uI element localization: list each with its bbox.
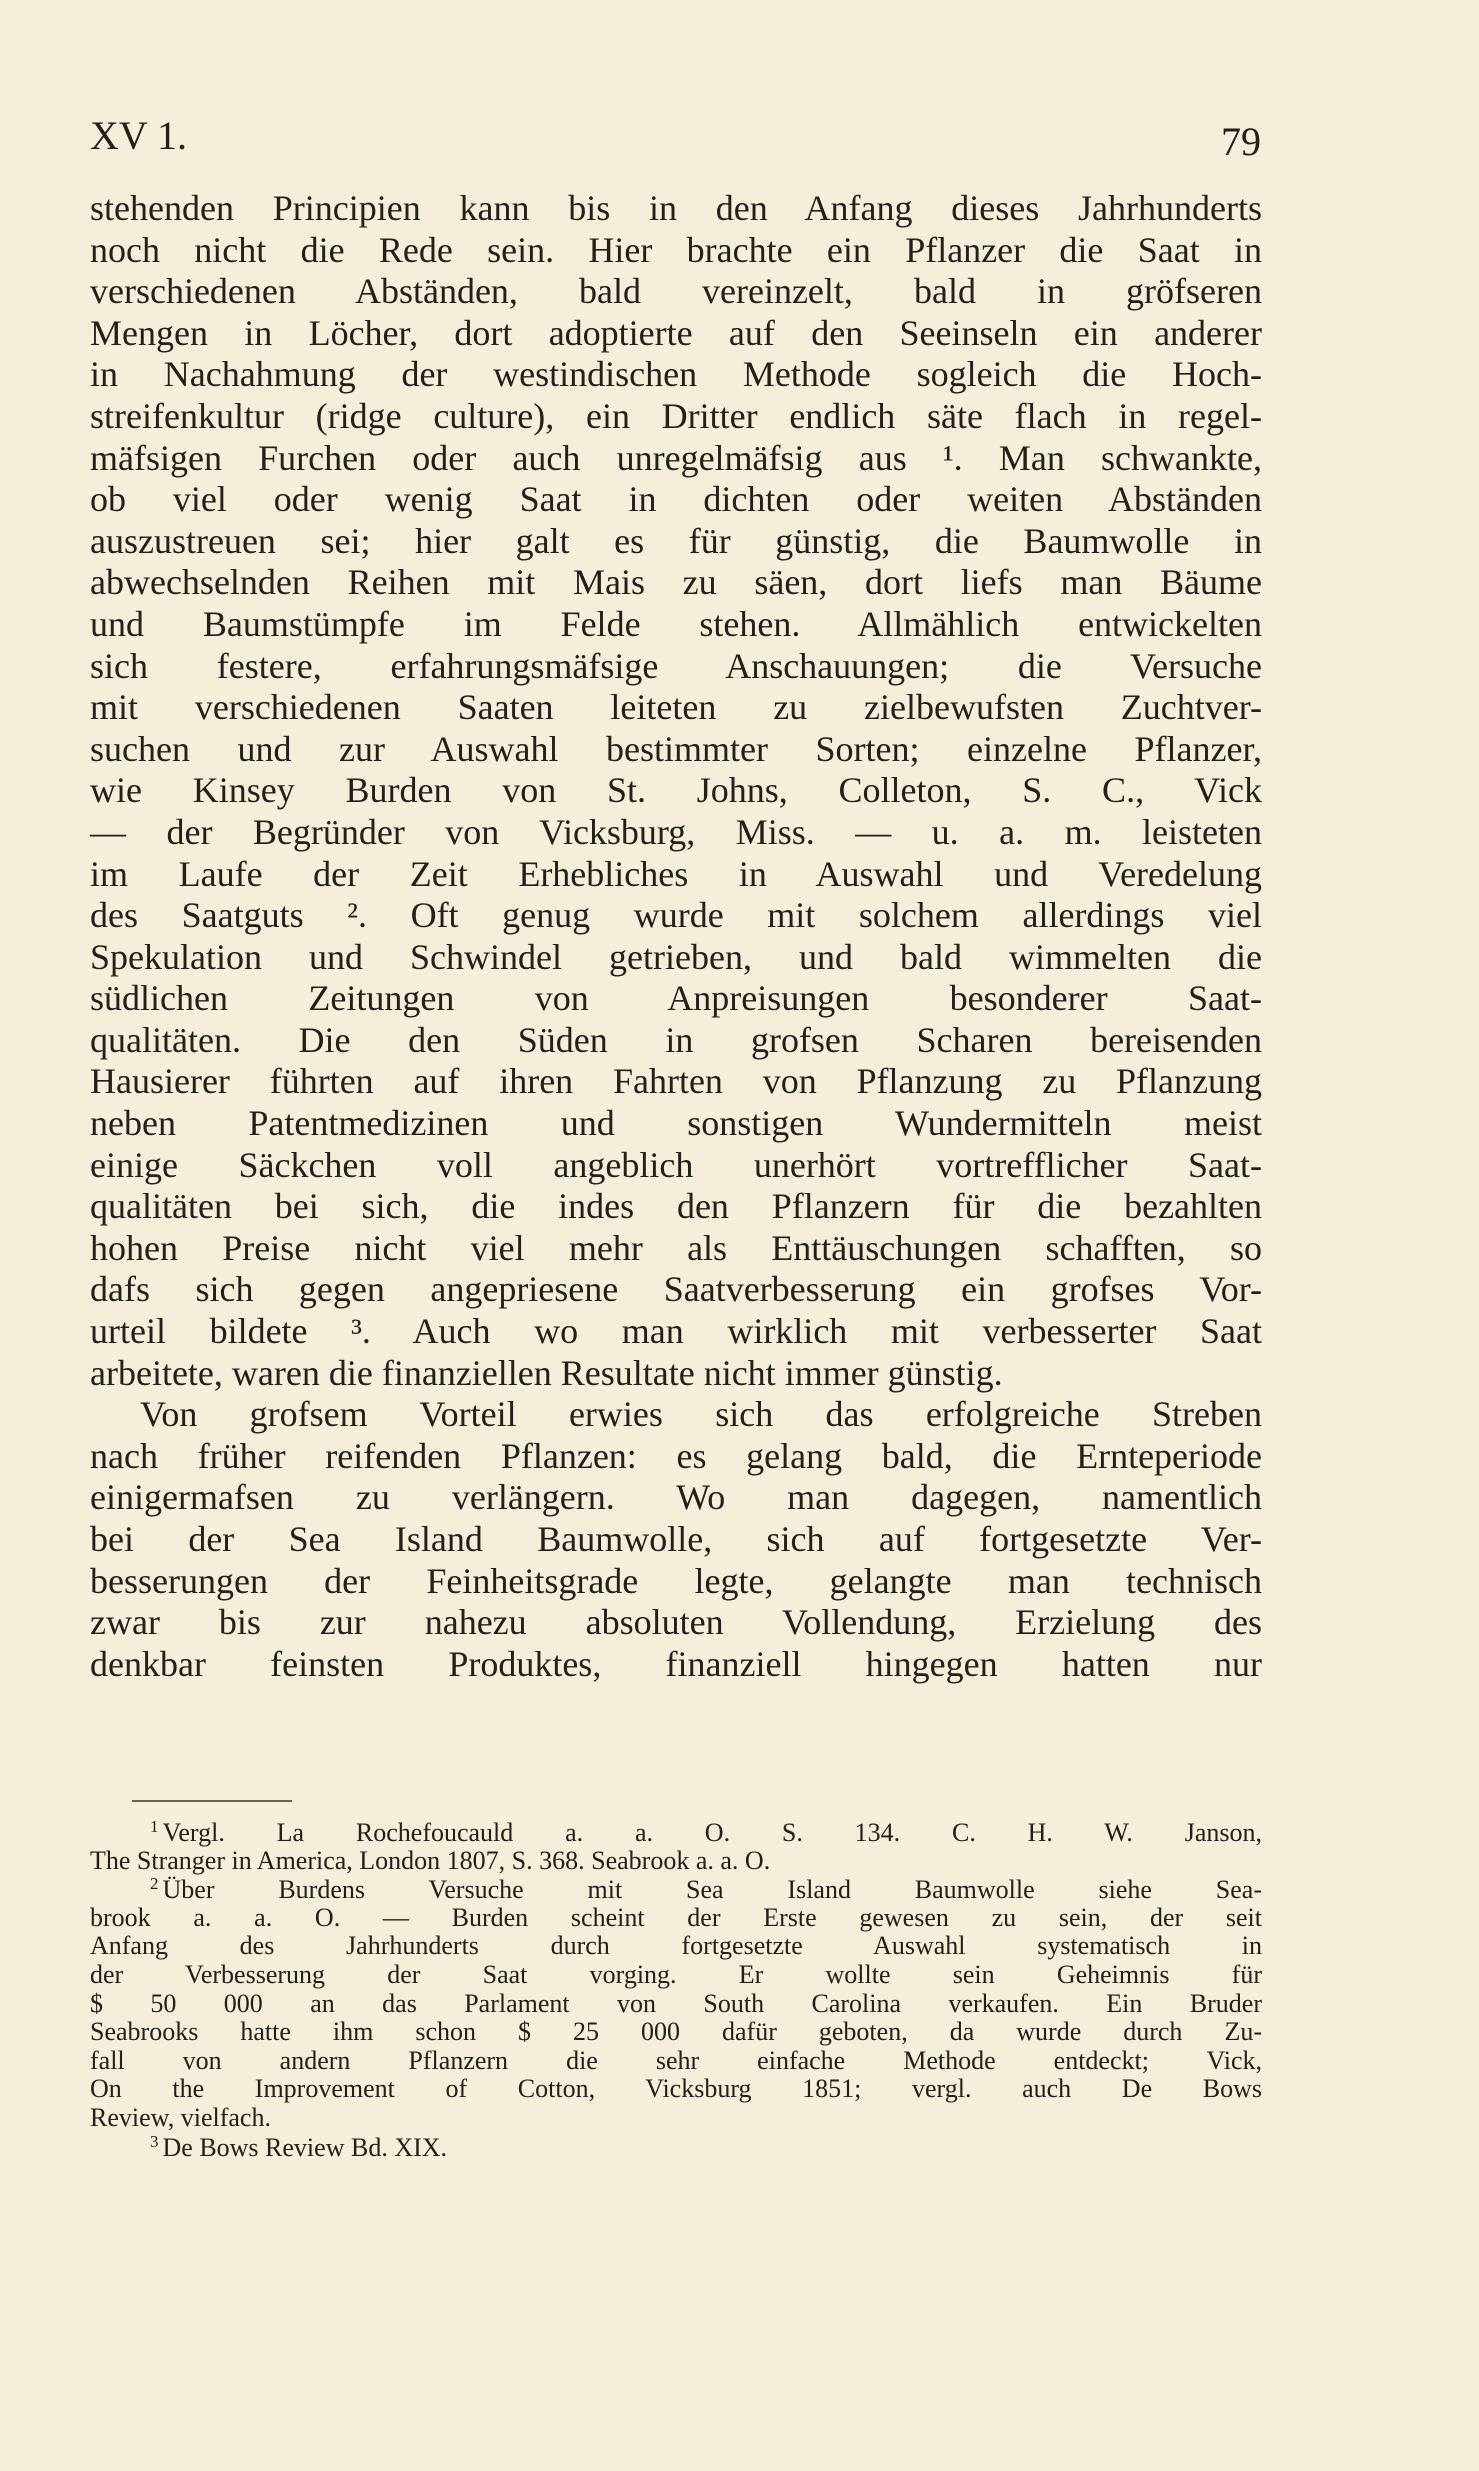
text-line: verschiedenen Abständen, bald vereinzelt, bald in gröfseren: [90, 271, 1262, 312]
text-line: streifenkultur (ridge culture), ein Dritter endlich säte flach in regel-: [90, 395, 1262, 436]
text-line: zwar bis zur nahezu absoluten Vollendung, Erzielung des: [90, 1602, 1262, 1643]
text-line: im Laufe der Zeit Erhebliches in Auswahl und Veredelung: [90, 853, 1262, 894]
text-line: hohen Preise nicht viel mehr als Enttäuschungen schafften, so: [90, 1227, 1262, 1268]
text-line: arbeitete, waren die finanziellen Resultate nicht immer günstig.: [90, 1352, 1003, 1393]
text-line: neben Patentmedizinen und sonstigen Wundermitteln meist: [90, 1103, 1262, 1144]
text-line: nach früher reifenden Pflanzen: es gelang bald, die Ernteperiode: [90, 1435, 1262, 1476]
text-line: wie Kinsey Burden von St. Johns, Colleton, S. C., Vick: [90, 770, 1262, 811]
footnote-line: [90, 1875, 1262, 1904]
text-line: Von grofsem Vorteil erwies sich das erfolgreiche Streben: [140, 1394, 1262, 1435]
text-line: noch nicht die Rede sein. Hier brachte ein Pflanzer die Saat in: [90, 229, 1262, 270]
text-line: einige Säckchen voll angeblich unerhört vortrefflicher Saat-: [90, 1144, 1262, 1185]
text-line: — der Begründer von Vicksburg, Miss. — u. a. m. leisteten: [90, 811, 1262, 852]
text-line: stehenden Principien kann bis in den Anfang dieses Jahrhunderts: [90, 188, 1262, 228]
text-line: ob viel oder wenig Saat in dichten oder weiten Abständen: [90, 479, 1262, 520]
footnote-line: fall von andern Pflanzern die sehr einfache Methode entdeckt; Vick,: [90, 2045, 1262, 2075]
footnotes: [90, 1818, 1262, 2161]
text-line: auszustreuen sei; hier galt es für günstig, die Baumwolle in: [90, 520, 1262, 561]
footnote-line: brook a. a. O. — Burden scheint der Erste gewesen zu sein, der seit: [90, 1902, 1262, 1932]
running-header: [90, 112, 1261, 162]
text-line: einigermafsen zu verlängern. Wo man dagegen, namentlich: [90, 1477, 1262, 1518]
footnote-line: $ 50 000 an das Parlament von South Carolina verkaufen. Ein Bruder: [90, 1988, 1262, 2018]
footnote-marker: 1: [150, 1817, 159, 1836]
text-line: mit verschiedenen Saaten leiteten zu zielbewufsten Zuchtver-: [90, 687, 1262, 728]
footnote-text: De Bows Review Bd. XIX.: [162, 2132, 448, 2162]
footnote-line: [90, 2133, 1262, 2162]
text-line: besserungen der Feinheitsgrade legte, gelangte man technisch: [90, 1560, 1262, 1601]
text-line: Hausierer führten auf ihren Fahrten von Pflanzung zu Pflanzung: [90, 1061, 1262, 1102]
text-line: urteil bildete ³. Auch wo man wirklich mit verbesserter Saat: [90, 1311, 1262, 1352]
signature-mark: XV 1.: [90, 113, 188, 158]
footnote-line: Anfang des Jahrhunderts durch fortgesetzte Auswahl systematisch in: [90, 1931, 1262, 1961]
text-line: abwechselnden Reihen mit Mais zu säen, dort liefs man Bäume: [90, 562, 1262, 603]
footnote-text: Vergl. La Rochefoucauld a. a. O. S. 134. C. H. W. Janson,: [162, 1818, 1262, 1847]
text-line: suchen und zur Auswahl bestimmter Sorten; einzelne Pflanzer,: [90, 728, 1262, 769]
footnote-line: The Stranger in America, London 1807, S. 368. Seabrook a. a. O.: [90, 1845, 771, 1875]
text-line: denkbar feinsten Produktes, finanziell hingegen hatten nur: [90, 1643, 1262, 1684]
footnote-line: der Verbesserung der Saat vorging. Er wollte sein Geheimnis für: [90, 1959, 1262, 1989]
text-line: Spekulation und Schwindel getrieben, und bald wimmelten die: [90, 936, 1262, 977]
footnote-text: Über Burdens Versuche mit Sea Island Baumwolle siehe Sea-: [162, 1875, 1262, 1905]
text-line: in Nachahmung der westindischen Methode sogleich die Hoch-: [90, 354, 1262, 395]
footnote-separator: [132, 1800, 292, 1802]
footnote-line: On the Improvement of Cotton, Vicksburg 1851; vergl. auch De Bows: [90, 2074, 1262, 2104]
page-number: 79: [1221, 119, 1261, 164]
text-line: dafs sich gegen angepriesene Saatverbesserung ein grofses Vor-: [90, 1269, 1262, 1310]
text-line: und Baumstümpfe im Felde stehen. Allmählich entwickelten: [90, 603, 1262, 644]
footnote-line: Review, vielfach.: [90, 2102, 271, 2132]
text-line: bei der Sea Island Baumwolle, sich auf fortgesetzte Ver-: [90, 1519, 1262, 1559]
text-line: mäfsigen Furchen oder auch unregelmäfsig aus ¹. Man schwankte,: [90, 437, 1262, 478]
footnote-marker: 3: [150, 2131, 159, 2151]
main-text: [90, 188, 1262, 1685]
text-line: Mengen in Löcher, dort adoptierte auf den Seeinseln ein anderer: [90, 312, 1262, 353]
footnote-line: [90, 1818, 1262, 1847]
text-line: südlichen Zeitungen von Anpreisungen besonderer Saat-: [90, 978, 1262, 1019]
text-line: qualitäten bei sich, die indes den Pflanzern für die bezahlten: [90, 1186, 1262, 1227]
footnote-marker: 2: [150, 1874, 159, 1894]
text-line: des Saatguts ². Oft genug wurde mit solchem allerdings viel: [90, 895, 1262, 936]
text-line: sich festere, erfahrungsmäfsige Anschauungen; die Versuche: [90, 645, 1262, 686]
footnote-line: Seabrooks hatte ihm schon $ 25 000 dafür geboten, da wurde durch Zu-: [90, 2017, 1262, 2047]
text-line: qualitäten. Die den Süden in grofsen Scharen bereisenden: [90, 1019, 1262, 1060]
